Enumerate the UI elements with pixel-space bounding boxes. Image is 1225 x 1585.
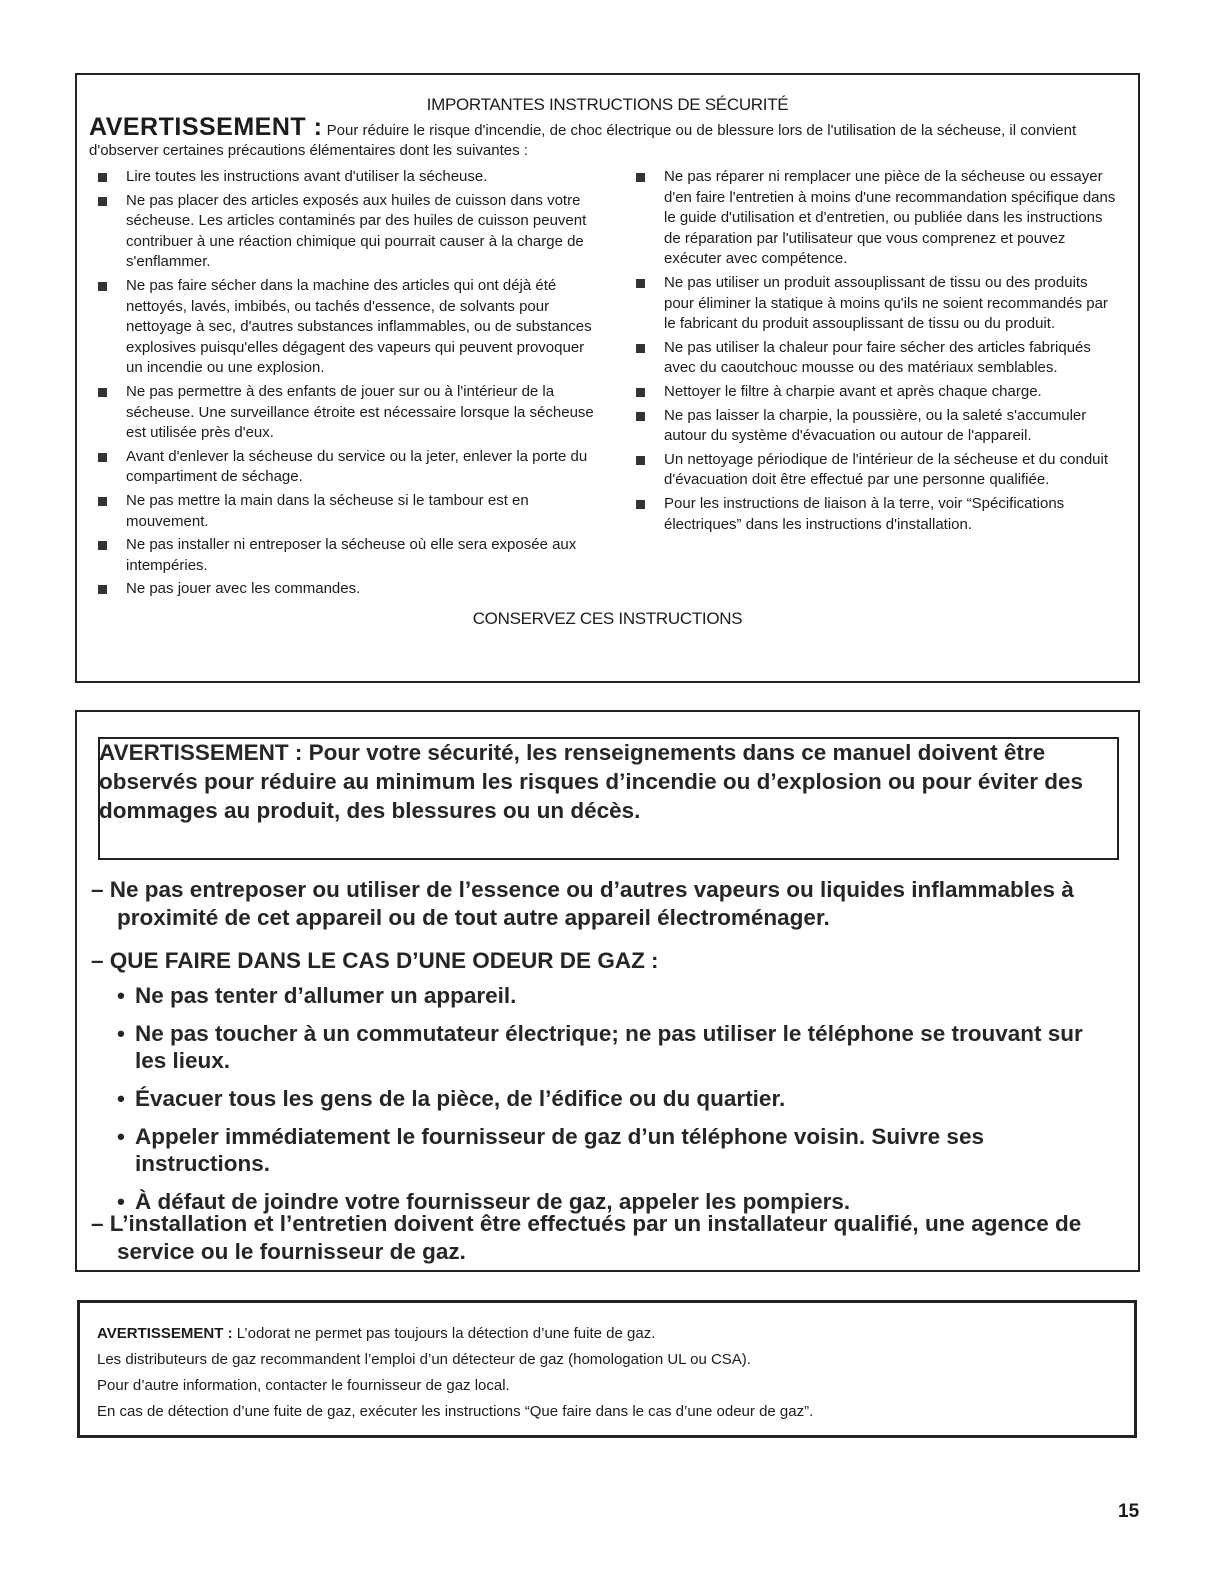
list-item: Ne pas utiliser un produit assouplissant de tissu ou des produits pour éliminer la statique à moins qu'ils ne soient recommandés par le fabricant du produit assouplissant de tissu ou du produit. [627, 273, 1117, 335]
list-item: Pour les instructions de liaison à la terre, voir “Spécifications électriques” dans les instructions d'installation. [627, 494, 1117, 535]
square-bullet-icon [98, 497, 107, 506]
gas-odor-heading: – QUE FAIRE DANS LE CAS D’UNE ODEUR DE GAZ : [91, 948, 659, 973]
safety-heading: IMPORTANTES INSTRUCTIONS DE SÉCURITÉ [426, 95, 789, 114]
odor-line-1: AVERTISSEMENT : L’odorat ne permet pas toujours la détection d’une fuite de gaz. [97, 1325, 656, 1342]
square-bullet-icon [636, 279, 645, 288]
square-bullet-icon [636, 344, 645, 353]
instruction-list-left [89, 167, 601, 603]
square-bullet-icon [636, 173, 645, 182]
warning-word: AVERTISSEMENT : [89, 113, 323, 141]
instruction-list-right [627, 167, 1117, 603]
instruction-columns [89, 167, 1126, 603]
square-bullet-icon [98, 197, 107, 206]
list-item: Ne pas installer ni entreposer la sécheuse où elle sera exposée aux intempéries. [89, 535, 601, 576]
square-bullet-icon [98, 282, 107, 291]
dot-bullet-icon: • [117, 1021, 125, 1046]
square-bullet-icon [98, 173, 107, 182]
list-item: Ne pas mettre la main dans la sécheuse si le tambour est en mouvement. [89, 491, 601, 532]
gas-warning-text: AVERTISSEMENT : Pour votre sécurité, les renseignements dans ce manuel doivent être observés pour réduire au minimum les risques d’incendie ou d’explosion ou pour éviter des dommages au produit, des blessures ou un décès. [99, 740, 1083, 823]
square-bullet-icon [98, 541, 107, 550]
list-item: Un nettoyage périodique de l'intérieur de la sécheuse et du conduit d'évacuation doit être effectué par une personne qualifiée. [627, 450, 1117, 491]
square-bullet-icon [636, 456, 645, 465]
gas-odor-steps [117, 982, 1107, 1226]
list-item: Ne pas placer des articles exposés aux huiles de cuisson dans votre sécheuse. Les articles contaminés par des huiles de cuisson peuvent contribuer à une réaction chimique qui pourrait causer à la charge de s'enflammer. [89, 191, 601, 273]
list-item: • Ne pas toucher à un commutateur électrique; ne pas utiliser le téléphone se trouvant sur les lieux. [117, 1021, 1083, 1073]
safety-instructions-box [75, 73, 1140, 683]
odor-warning-box [77, 1300, 1137, 1438]
list-item: Lire toutes les instructions avant d'utiliser la sécheuse. [89, 167, 601, 188]
square-bullet-icon [636, 500, 645, 509]
odor-line-2: Les distributeurs de gaz recommandent l’emploi d’un détecteur de gaz (homologation UL ou CSA). [97, 1351, 751, 1368]
list-item: • Évacuer tous les gens de la pièce, de l’édifice ou du quartier. [117, 1086, 786, 1111]
dot-bullet-icon: • [117, 1189, 125, 1214]
safety-intro [89, 113, 1126, 161]
list-item: Ne pas utiliser la chaleur pour faire sécher des articles fabriqués avec du caoutchouc mousse ou des matériaux semblables. [627, 338, 1117, 379]
square-bullet-icon [98, 453, 107, 462]
square-bullet-icon [98, 388, 107, 397]
list-item: Ne pas laisser la charpie, la poussière, ou la saleté s'accumuler autour du système d'évacuation ou autour de l'appareil. [627, 406, 1117, 447]
installation-warning: – L’installation et l’entretien doivent être effectués par un installateur qualifié, une agence de service ou le fournisseur de gaz. [91, 1211, 1082, 1264]
list-item: Ne pas jouer avec les commandes. [89, 579, 601, 600]
intro-text: Pour réduire le risque d'incendie, de choc électrique ou de blessure lors de l'utilisation de la sécheuse, il convient d'observer certaines précautions élémentaires dont les suivantes : [89, 122, 1077, 159]
page-number: 15 [1118, 1501, 1140, 1522]
warning-word: AVERTISSEMENT : [97, 1325, 233, 1342]
odor-line-4: En cas de détection d’une fuite de gaz, exécuter les instructions “Que faire dans le cas d’une odeur de gaz”. [97, 1403, 814, 1420]
odor-line-3: Pour d’autre information, contacter le fournisseur de gaz local. [97, 1377, 510, 1394]
list-item: Nettoyer le filtre à charpie avant et après chaque charge. [627, 382, 1117, 403]
gasoline-storage-warning: – Ne pas entreposer ou utiliser de l’essence ou d’autres vapeurs ou liquides inflammables à proximité de cet appareil ou de tout autre appareil électroménager. [91, 877, 1074, 930]
dot-bullet-icon: • [117, 1086, 125, 1111]
list-item: Avant d'enlever la sécheuse du service ou la jeter, enlever la porte du compartiment de séchage. [89, 447, 601, 488]
list-item: Ne pas permettre à des enfants de jouer sur ou à l'intérieur de la sécheuse. Une surveillance étroite est nécessaire lorsque la sécheuse est utilisée près d'eux. [89, 382, 601, 444]
list-item: Ne pas faire sécher dans la machine des articles qui ont déjà été nettoyés, lavés, imbibés, ou tachés d'essence, de solvants pour nettoyage à sec, d'autres substances inflammables, ou de substances explosives puisqu'elles dégagent des vapeurs qui peuvent provoquer un incendie ou une explosion. [89, 276, 601, 379]
list-item: Ne pas réparer ni remplacer une pièce de la sécheuse ou essayer d'en faire l'entretien à moins d'une recommandation spécifique dans le guide d'utilisation et d'entretien, ou publiée dans les instructions de réparation par l'utilisateur que vous comprenez et pouvez exécuter avec compétence. [627, 167, 1117, 270]
list-item: • Appeler immédiatement le fournisseur de gaz d’un téléphone voisin. Suivre ses instructions. [117, 1124, 984, 1176]
square-bullet-icon [636, 388, 645, 397]
dot-bullet-icon: • [117, 983, 125, 1008]
square-bullet-icon [98, 585, 107, 594]
gas-warning-box [75, 710, 1140, 1272]
conserve-instructions: CONSERVEZ CES INSTRUCTIONS [472, 608, 743, 628]
dot-bullet-icon: • [117, 1124, 125, 1149]
list-item: • À défaut de joindre votre fournisseur de gaz, appeler les pompiers. [117, 1189, 851, 1214]
list-item: • Ne pas tenter d’allumer un appareil. [117, 983, 517, 1008]
square-bullet-icon [636, 412, 645, 421]
